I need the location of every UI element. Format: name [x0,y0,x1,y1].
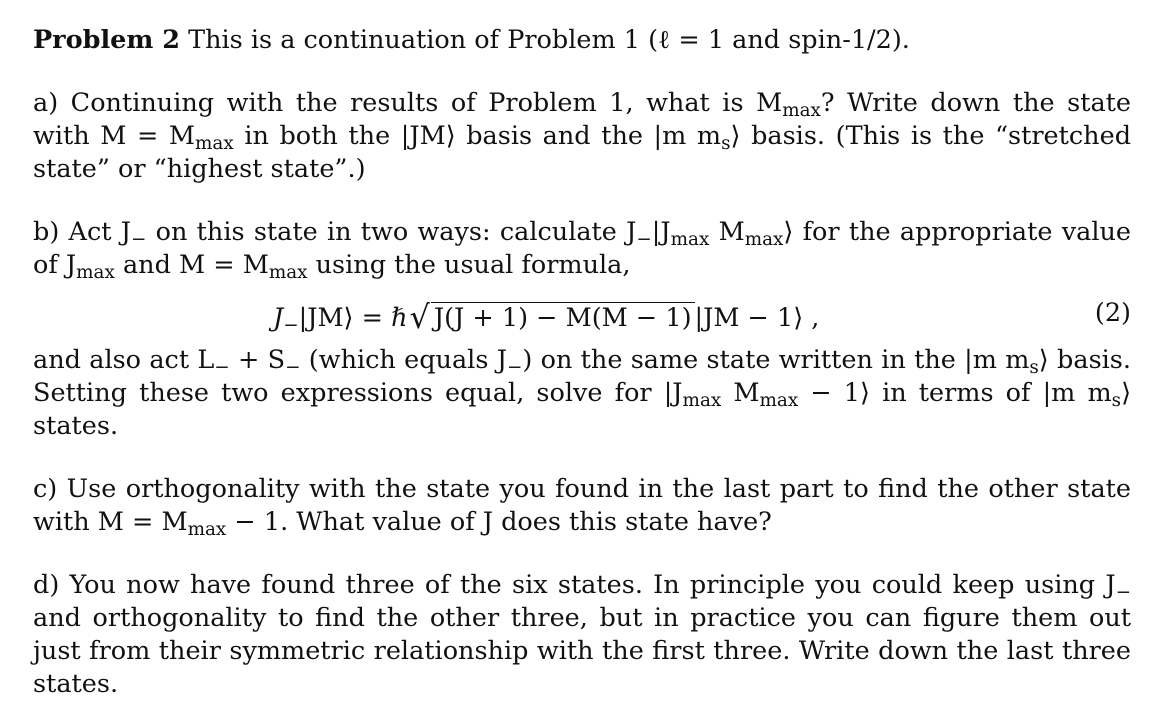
part-a-t4: ⟩ basis. (This is the “stretched state” or “highest state”.) [33,121,1132,184]
part-b-continued [33,344,1131,443]
part-b-s6: max [268,262,308,284]
part-c-t1: c) Use orthogonality with the state you found in the last part to find the other state with M = M [33,474,1131,537]
problem-intro-text: This is a continuation of Problem 1 (ℓ = 1 and spin-1/2). [188,25,910,55]
part-d-t1: d) You now have found three of the six states. In principle you could keep using J [33,570,1116,600]
part-bc-s6: max [759,390,799,412]
part-a-s2: max [195,133,234,155]
part-bc-s1: − [214,357,230,379]
part-a-t2: ? Write down the state with M = M [33,88,1131,151]
part-bc-s3: − [506,357,523,379]
part-bc-s2: − [285,357,301,379]
part-bc-t3: (which equals J [300,345,507,375]
equation-number: (2) [1094,298,1131,328]
part-d-t2: and orthogonality to find the other three, but in practice you can figure them out just from their symmetric relationship with the first three. Write down the last three states. [33,603,1131,699]
part-b-t1: b) Act J [33,217,131,247]
part-b-s1: − [130,229,147,251]
part-bc-t7: − 1⟩ in terms of |m m [798,378,1112,408]
equation-body [273,298,819,336]
part-a-s3: s [721,133,731,155]
part-c-t2: − 1. What value of J does this state have? [226,507,772,537]
eq-lhs: J [273,303,284,333]
part-b-t6: and M = M [114,250,269,280]
part-bc-t5: ⟩ basis. Setting these two expressions equal, solve for |J [33,345,1131,408]
eq-rhs: |JM − 1⟩ , [694,303,820,333]
part-a-t1: a) Continuing with the results of Problem 1, what is M [33,88,783,118]
part-b-t2: on this state in two ways: calculate J [146,217,637,247]
part-c-s1: max [187,519,227,541]
part-b-t4: M [709,217,745,247]
eq-lhs-sub: − [283,315,299,337]
part-b-s5: max [76,262,115,284]
part-bc-t4: ) on the same state written in the |m m [522,345,1030,375]
part-b-t5: ⟩ for the appropriate value of J [33,217,1132,280]
part-b-s3: max [670,229,710,251]
part-b-s2: − [636,229,652,251]
part-d [33,569,1131,701]
problem-intro [33,24,1131,57]
problem-document [33,24,1131,701]
part-bc-t6: M [721,378,760,408]
part-bc-t1: and also act L [33,345,215,375]
part-bc-s7: s [1111,390,1122,412]
sqrt-sign: √ [409,298,430,336]
part-bc-t2: + S [229,345,286,375]
problem-label: Problem 2 [33,25,180,55]
part-b-s4: max [744,229,784,251]
part-c [33,473,1131,539]
part-b [33,216,1131,282]
eq-lhs-rest: |JM⟩ = ℏ [298,303,408,333]
part-bc-s5: max [682,390,722,412]
part-bc-s4: s [1029,357,1039,379]
part-b-t7: using the usual formula, [307,250,631,280]
part-a-t3: in both the |JM⟩ basis and the |m m [233,121,722,151]
part-a-s1: max [782,100,821,122]
part-bc-t8: ⟩ states. [33,378,1132,441]
part-b-t3: |J [651,217,671,247]
eq-radicand: J(J + 1) − M(M − 1) [431,302,695,333]
part-a [33,87,1131,186]
equation-2 [33,294,1131,338]
part-d-s1: − [1115,582,1131,604]
